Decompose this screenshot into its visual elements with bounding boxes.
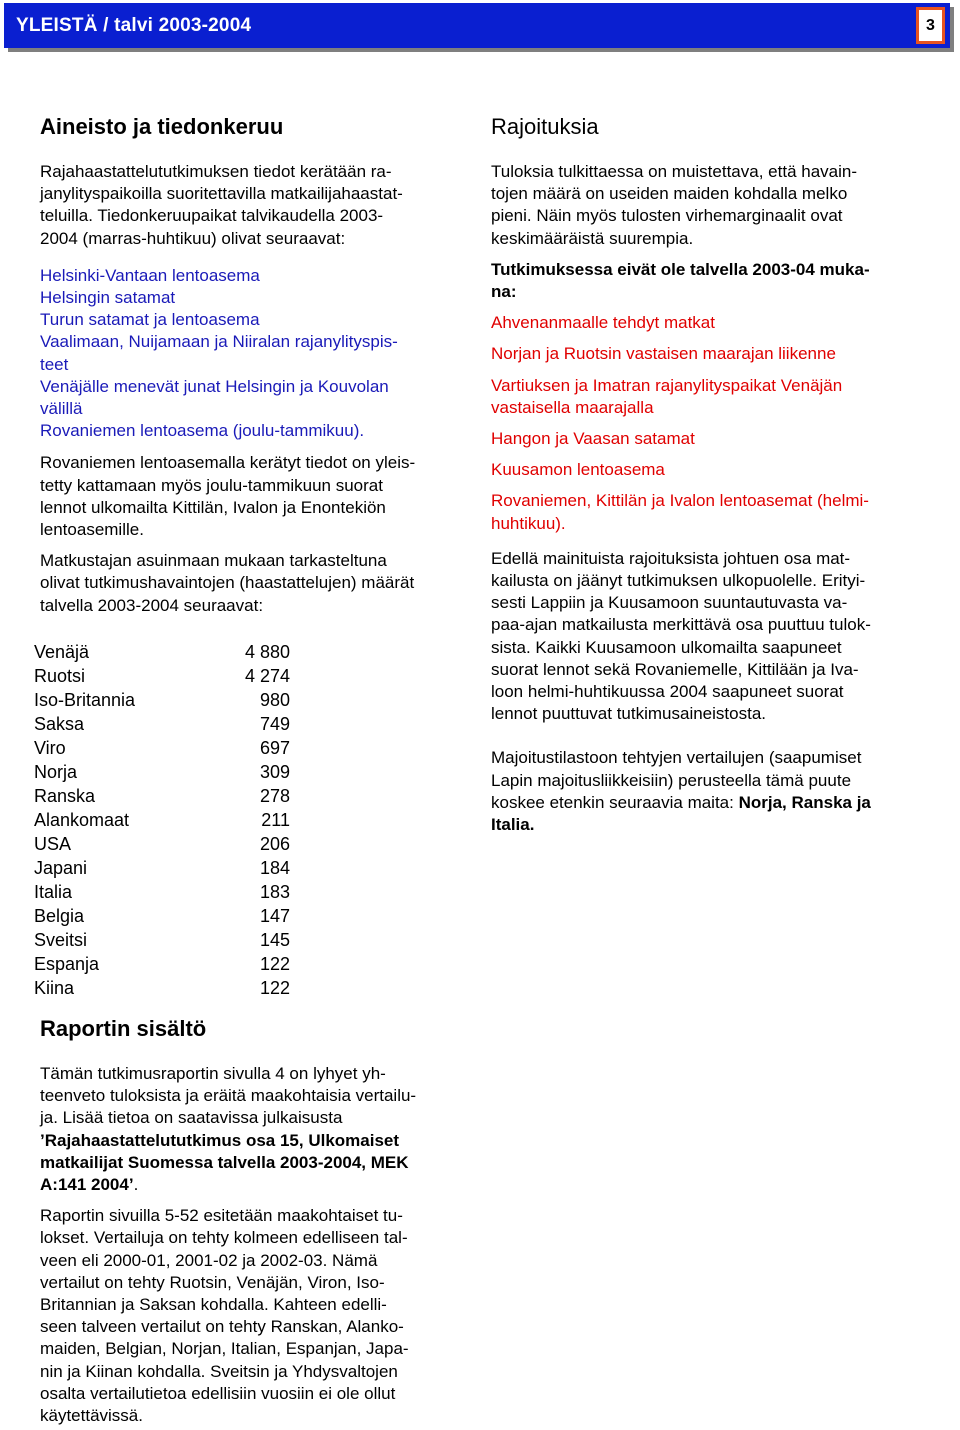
country-row	[34, 880, 290, 904]
observations-table	[34, 640, 290, 1000]
limitations-paragraph: Tuloksia tulkittaessa on muistettava, että havain- tojen määrä on useiden maiden kohdalla melko pieni. Näin myös tulosten virhemarginaalit ovat keskimääräistä suurempia.	[491, 162, 857, 248]
place-item: Rovaniemen lentoasema (joulu-tammikuu).	[40, 421, 365, 441]
country-name: Italia	[34, 882, 73, 902]
place-item: Vaalimaan, Nuijamaan ja Niiralan rajanylityspis-	[40, 332, 398, 352]
excluded-item: Norjan ja Ruotsin vastaisen maarajan liikenne	[491, 344, 836, 364]
excluded-item: Vartiuksen ja Imatran rajanylityspaikat Venäjän vastaisella maarajalla	[491, 375, 843, 417]
observation-count: 4 274	[244, 666, 290, 686]
collection-places-list	[40, 265, 470, 443]
country-name: Saksa	[34, 714, 85, 734]
country-name: Kiina	[34, 978, 75, 998]
accommodation-paragraph	[491, 747, 931, 836]
excluded-item: Rovaniemen, Kittilän ja Ivalon lentoasemat (helmi- huhtikuu).	[491, 491, 869, 533]
publication-title: ’Rajahaastattelututkimus osa 15, Ulkomaiset matkailijat Suomessa talvella 2003-2004, MEK A:141 2004’	[40, 1130, 409, 1195]
country-row	[34, 904, 290, 928]
country-row	[34, 712, 290, 736]
place-item: teet	[40, 354, 69, 374]
observation-count: 145	[259, 930, 290, 950]
excluded-item: Hangon ja Vaasan satamat	[491, 429, 695, 449]
country-row	[34, 688, 290, 712]
report-paragraph-1	[40, 1063, 470, 1196]
observation-count: 278	[259, 786, 290, 806]
observation-count: 4 880	[244, 642, 290, 662]
right-column	[491, 114, 931, 836]
country-row	[34, 640, 290, 664]
consequence-paragraph: Edellä mainituista rajoituksista johtuen osa mat- kailusta on jäänyt tutkimuksen ulkopuolelle. Erityi- sesti Lappiin ja Kuusamoon suuntautuvasta va- paa-ajan matkailusta merkittävä osa puuttuu tulok- sista. Kaikki Kuusamoon ulkomailta saapuneet suorat lennot sekä Rovaniemelle, Kittilään ja Iva- loon helmi-huhtikuussa 2004 saapuneet suorat lennot puuttuvat tutkimusaineistosta.	[491, 548, 871, 724]
observations-paragraph: Matkustajan asuinmaan mukaan tarkasteltuna olivat tutkimushavaintojen (haastattelujen) määrät talvella 2003-2004 seuraavat:	[40, 551, 415, 615]
country-name: Viro	[34, 738, 66, 758]
left-column	[40, 114, 470, 617]
country-row	[34, 808, 290, 832]
report-contents-section	[40, 1016, 470, 1427]
observation-count: 749	[259, 714, 290, 734]
country-row	[34, 928, 290, 952]
country-row	[34, 856, 290, 880]
country-row	[34, 760, 290, 784]
country-row	[34, 736, 290, 760]
page-number: 3	[916, 7, 945, 44]
country-name: Belgia	[34, 906, 85, 926]
observation-count: 980	[259, 690, 290, 710]
observation-count: 184	[259, 858, 290, 878]
observation-count: 697	[259, 738, 290, 758]
header-bar	[4, 3, 950, 48]
place-item: Helsingin satamat	[40, 288, 176, 308]
country-name: Ruotsi	[34, 666, 86, 686]
place-item: Helsinki-Vantaan lentoasema	[40, 265, 260, 285]
observation-count: 122	[259, 978, 290, 998]
heading-raportin-sisalto: Raportin sisältö	[40, 1016, 207, 1041]
accommodation-text: Majoitustilastoon tehtyjen vertailujen (saapumiset Lapin majoitusliikkeisiin) perusteella tämä puute koskee etenkin seuraavia maita:	[491, 748, 862, 812]
country-name: Norja	[34, 762, 78, 782]
place-item: Venäjälle menevät junat Helsingin ja Kouvolan	[40, 376, 389, 396]
rovaniemi-paragraph: Rovaniemen lentoasemalla kerätyt tiedot on yleis- tetty kattamaan myös joulu-tammikuun suorat lennot ulkomailta Kittilän, Ivalon ja Enontekiön lentoasemille.	[40, 453, 416, 540]
excluded-title: Tutkimuksessa eivät ole talvella 2003-04 muka- na:	[491, 259, 870, 302]
observation-count: 183	[259, 882, 290, 902]
excluded-list	[491, 312, 931, 535]
observation-count: 211	[261, 810, 290, 830]
country-row	[34, 784, 290, 808]
excluded-item: Ahvenanmaalle tehdyt matkat	[491, 313, 715, 333]
observation-count: 309	[259, 762, 290, 782]
report-text-end: .	[133, 1175, 139, 1195]
country-name: Espanja	[34, 954, 100, 974]
country-row	[34, 664, 290, 688]
observation-count: 122	[259, 954, 290, 974]
country-name: Japani	[34, 858, 88, 878]
country-name: Alankomaat	[34, 810, 130, 830]
observation-count: 147	[259, 906, 290, 926]
observation-count: 206	[259, 834, 290, 854]
country-name: Iso-Britannia	[34, 690, 136, 710]
place-item: välillä	[40, 399, 83, 419]
country-name: Venäjä	[34, 642, 90, 662]
country-name: USA	[34, 834, 72, 854]
excluded-item: Kuusamon lentoasema	[491, 460, 665, 480]
country-row	[34, 976, 290, 1000]
accommodation-countries: Norja, Ranska ja Italia.	[491, 792, 871, 835]
report-paragraph-2: Raportin sivuilla 5-52 esitetään maakohtaiset tu- lokset. Vertailuja on tehty kolmeen edelliseen tal- veen eli 2000-01, 2001-02 ja 2002-03. Nämä vertailut on tehty Ruotsin, Venäjän, Viron, Iso- Britannian ja Saksan kohdalla. Kahteen edelli- seen talveen vertailut on tehty Ranskan, Alanko- maiden, Belgian, Norjan, Italian, Espanjan, Japa- nin ja Kiinan kohdalla. Sveitsin ja Yhdysvaltojen osalta vertailutietoa edellisiin vuosiin ei ole ollut käytettävissä.	[40, 1206, 409, 1426]
country-name: Ranska	[34, 786, 96, 806]
intro-paragraph: Rajahaastattelututkimuksen tiedot kerätään ra- janylityspaikoilla suoritettavilla matkailijahaastat- teluilla. Tiedonkeruupaikat talvikaudella 2003- 2004 (marras-huhtikuu) olivat seuraavat:	[40, 162, 403, 248]
section-title: YLEISTÄ / talvi 2003-2004	[16, 15, 252, 36]
country-row	[34, 832, 290, 856]
country-name: Sveitsi	[34, 930, 88, 950]
heading-aineisto: Aineisto ja tiedonkeruu	[40, 114, 284, 139]
heading-rajoituksia: Rajoituksia	[491, 114, 599, 139]
place-item: Turun satamat ja lentoasema	[40, 310, 260, 330]
country-row	[34, 952, 290, 976]
report-text: Tämän tutkimusraportin sivulla 4 on lyhyet yh- teenveto tuloksista ja eräitä maakohtaisia vertailu- ja. Lisää tietoa on saatavissa julkaisusta	[40, 1064, 417, 1128]
